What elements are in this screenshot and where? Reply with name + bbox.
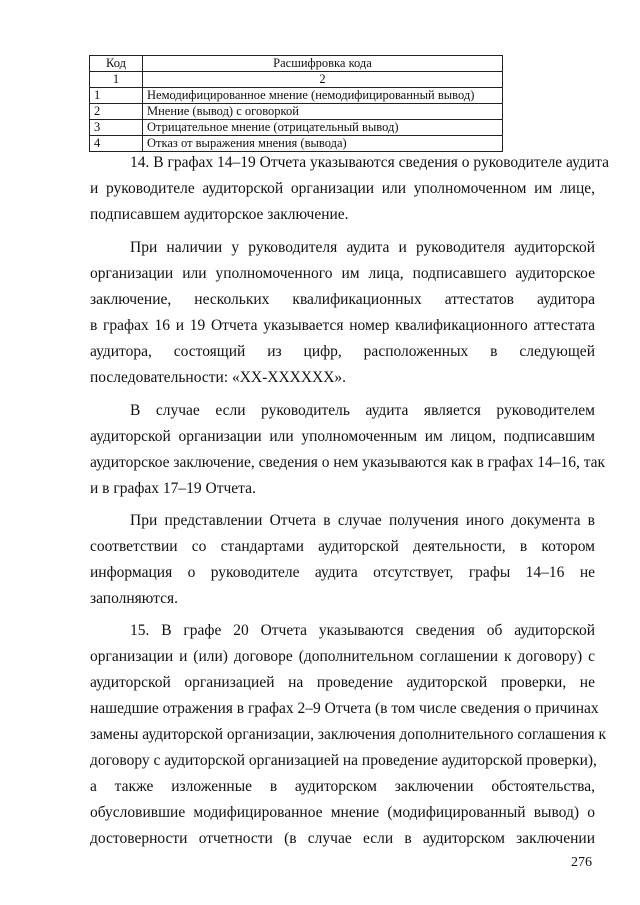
text-line: аудиторской организацией на проведение аудиторской проверки, не <box>90 674 595 691</box>
text-line: При наличии у руководителя аудита и руководителя аудиторской <box>130 239 595 256</box>
text-line: нашедшие отражения в графах 2–9 Отчета (в том числе сведения о причинах <box>90 700 599 717</box>
table-index-row <box>90 72 503 88</box>
text-line: информация о руководителе аудита отсутствует, графы 14–16 не <box>90 564 595 581</box>
text-line: аудиторское заключение, сведения о нем указываются как в графах 14–16, так <box>90 454 606 471</box>
text-line: При представлении Отчета в случае получения иного документа в <box>130 512 595 529</box>
text-line: 14. В графах 14–19 Отчета указываются сведения о руководителе аудита <box>130 154 609 171</box>
code-table <box>89 55 503 152</box>
text-line: и в графах 17–19 Отчета. <box>90 480 256 497</box>
table-row <box>90 120 503 136</box>
paragraph-15 <box>90 618 607 852</box>
row-code: 4 <box>90 136 143 152</box>
text-line: а также изложенные в аудиторском заключении обстоятельства, <box>90 778 595 795</box>
text-line: 15. В графе 20 Отчета указываются сведения об аудиторской <box>130 622 595 639</box>
row-code: 2 <box>90 104 143 120</box>
row-code: 1 <box>90 88 143 104</box>
row-code: 3 <box>90 120 143 136</box>
text-line: В случае если руководитель аудита является руководителем <box>130 402 595 419</box>
text-line: организации или уполномоченного им лица, подписавшего аудиторское <box>90 265 595 282</box>
row-text: Мнение (вывод) с оговоркой <box>143 104 503 120</box>
text-line: и руководителе аудиторской организации или уполномоченном им лице, <box>90 180 595 197</box>
text-line: замены аудиторской организации, заключения дополнительного соглашения к <box>90 726 607 743</box>
page-number: 276 <box>571 855 592 870</box>
text-line: заключение, нескольких квалификационных аттестатов аудитора <box>90 291 595 308</box>
table-row <box>90 88 503 104</box>
table-header-row <box>90 56 503 72</box>
row-text: Немодифицированное мнение (немодифицированный вывод) <box>143 88 503 104</box>
text-line: в графах 16 и 19 Отчета указывается номер квалификационного аттестата <box>90 317 595 334</box>
header-description: Расшифровка кода <box>143 56 503 72</box>
text-line: организации и (или) договоре (дополнительном соглашении к договору) с <box>90 648 595 665</box>
paragraph-other-document <box>90 508 595 612</box>
paragraph-14 <box>90 150 609 228</box>
paragraph-same-person <box>90 398 606 502</box>
row-text: Отказ от выражения мнения (вывода) <box>143 136 503 152</box>
text-line: подписавшем аудиторское заключение. <box>90 206 349 223</box>
text-line: аудитора, состоящий из цифр, расположенных в следующей <box>90 343 595 360</box>
paragraph-multiple-certificates <box>90 235 595 391</box>
header-code: Код <box>90 56 143 72</box>
table-row <box>90 104 503 120</box>
text-line: обусловившие модифицированное мнение (модифицированный вывод) о <box>90 804 595 821</box>
text-line: заполняются. <box>90 590 179 607</box>
text-line: достоверности отчетности (в случае если в аудиторском заключении <box>90 830 595 847</box>
text-line: последовательности: «XX-XXXXXX». <box>90 369 347 386</box>
index-col-2: 2 <box>143 72 503 88</box>
text-line: договору с аудиторской организацией на проведение аудиторской проверки), <box>90 752 597 769</box>
text-line: аудиторской организации или уполномоченным им лицом, подписавшим <box>90 428 595 445</box>
text-line: соответствии со стандартами аудиторской деятельности, в котором <box>90 538 595 555</box>
index-col-1: 1 <box>90 72 143 88</box>
row-text: Отрицательное мнение (отрицательный вывод) <box>143 120 503 136</box>
